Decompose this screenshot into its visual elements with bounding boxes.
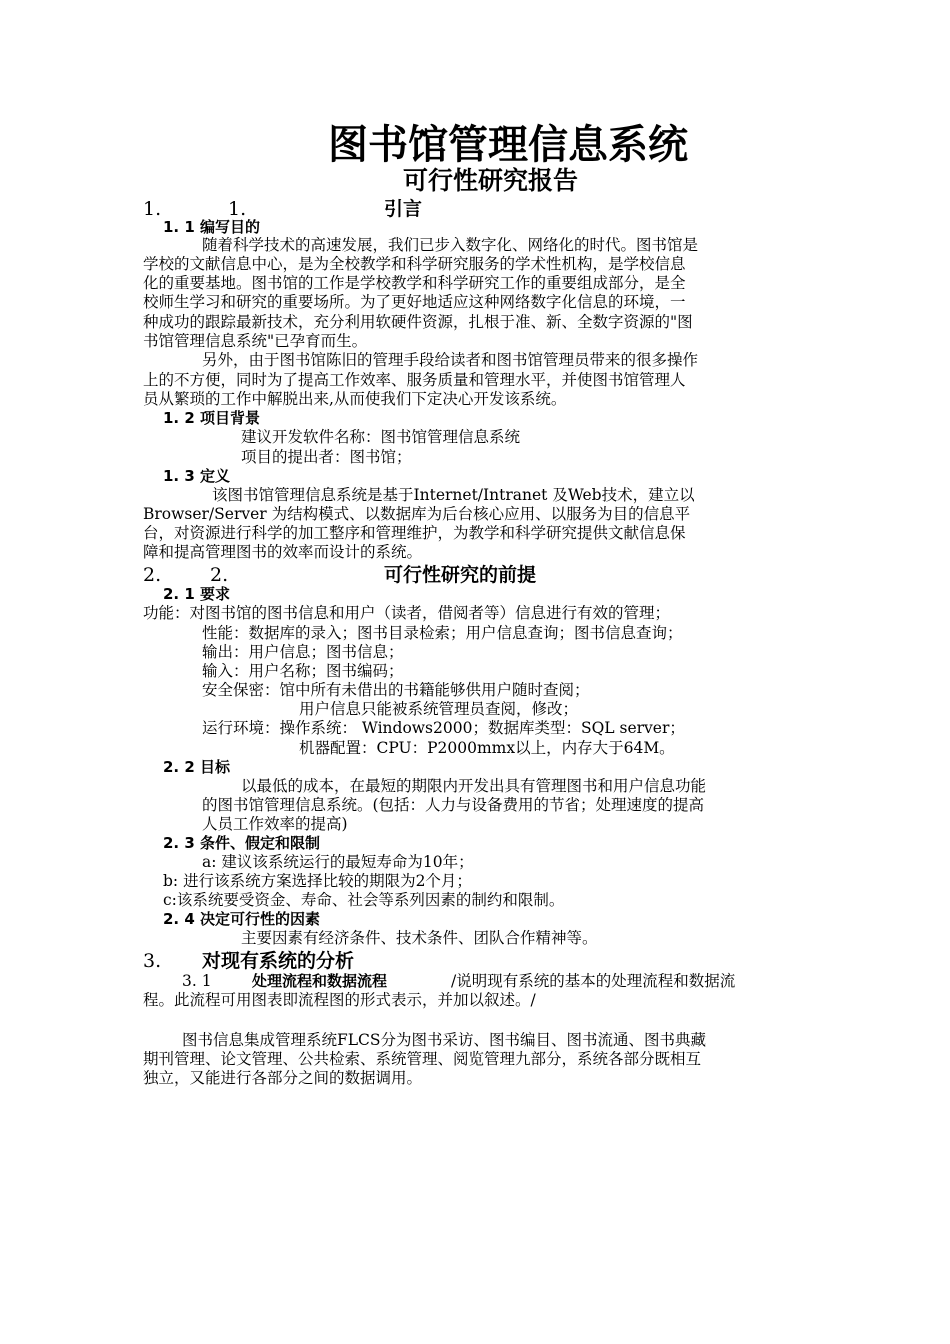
section-1-number-2: 1.: [228, 198, 247, 220]
section-2-number: 2.: [143, 564, 162, 586]
document-title: 图书馆管理信息系统: [328, 122, 688, 168]
requirement-line: 输入：用户名称；图书编码；: [202, 662, 404, 680]
paragraph-line: b: 进行该系统方案选择比较的期限为2个月；: [163, 872, 472, 890]
paragraph-line: 图书信息集成管理系统FLCS分为图书采访、图书编目、图书流通、图书典藏: [182, 1031, 707, 1049]
section-1-1-heading: 1. 1 编写目的: [163, 218, 261, 236]
paragraph-line: a: 建议该系统运行的最短寿命为10年；: [202, 853, 474, 871]
section-1-2-heading: 1. 2 项目背景: [163, 409, 261, 427]
section-1-number: 1.: [143, 198, 162, 220]
section-3-number: 3.: [143, 950, 162, 972]
section-1-3-heading: 1. 3 定义: [163, 467, 231, 485]
section-2-title: 可行性研究的前提: [384, 564, 537, 586]
paragraph-line: 期刊管理、论文管理、公共检索、系统管理、阅览管理九部分，系统各部分既相互: [143, 1050, 702, 1068]
paragraph-line: 书馆管理信息系统"已孕育而生。: [143, 332, 368, 350]
requirement-line: 功能：对图书馆的图书信息和用户（读者，借阅者等）信息进行有效的管理；: [143, 604, 671, 622]
section-2-1-heading: 2. 1 要求: [163, 585, 231, 603]
paragraph-line: 学校的文献信息中心，是为全校教学和科学研究服务的学术性机构，是学校信息: [143, 255, 686, 273]
document-subtitle: 可行性研究报告: [403, 166, 579, 195]
paragraph-line: 人员工作效率的提高): [202, 815, 348, 833]
requirement-line: 性能：数据库的录入；图书目录检索；用户信息查询；图书信息查询；: [202, 624, 683, 642]
paragraph-line: 员从繁琐的工作中解脱出来,从而使我们下定决心开发该系统。: [143, 390, 567, 408]
section-3-1-description: /说明现有系统的基本的处理流程和数据流: [451, 972, 736, 990]
paragraph-line: 校师生学习和研究的重要场所。为了更好地适应这种网络数字化信息的环境，一: [143, 293, 686, 311]
section-3-1-number: 3. 1: [182, 972, 212, 990]
section-2-4-heading: 2. 4 决定可行性的因素: [163, 910, 321, 928]
paragraph-line: 障和提高管理图书的效率而设计的系统。: [143, 543, 423, 561]
paragraph-line: 上的不方便，同时为了提高工作效率、服务质量和管理水平，并使图书馆管理人: [143, 371, 686, 389]
paragraph-line: 另外，由于图书馆陈旧的管理手段给读者和图书馆管理员带来的很多操作: [202, 351, 699, 369]
section-2-number-2: 2.: [210, 564, 229, 586]
section-2-2-heading: 2. 2 目标: [163, 758, 231, 776]
paragraph-line: Browser/Server 为结构模式、以数据库为后台核心应用、以服务为目的信息平: [143, 505, 691, 523]
requirement-line: 用户信息只能被系统管理员查阅，修改；: [299, 700, 579, 718]
paragraph-line: 以最低的成本，在最短的期限内开发出具有管理图书和用户信息功能: [241, 777, 707, 795]
paragraph-line: 该图书馆管理信息系统是基于Internet/Intranet 及Web技术，建立以: [212, 486, 695, 504]
section-2-3-heading: 2. 3 条件、假定和限制: [163, 834, 321, 852]
paragraph-line: 项目的提出者：图书馆；: [241, 448, 412, 466]
paragraph-line: 建议开发软件名称：图书馆管理信息系统: [241, 428, 521, 446]
section-1-title: 引言: [384, 198, 423, 220]
paragraph-line: 独立，又能进行各部分之间的数据调用。: [143, 1069, 423, 1087]
paragraph-line: 台，对资源进行科学的加工整序和管理维护，为教学和科学研究提供文献信息保: [143, 524, 686, 542]
paragraph-line: c:该系统要受资金、寿命、社会等系列因素的制约和限制。: [163, 891, 565, 909]
requirement-line: 运行环境：操作系统： Windows2000；数据库类型：SQL server；: [202, 719, 685, 737]
paragraph-line: 的图书馆管理信息系统。(包括：人力与设备费用的节省；处理速度的提高: [202, 796, 705, 814]
requirement-line: 输出：用户信息；图书信息；: [202, 643, 404, 661]
paragraph-line: 随着科学技术的高速发展，我们已步入数字化、网络化的时代。图书馆是: [202, 236, 699, 254]
paragraph-line: 种成功的跟踪最新技术，充分利用软硬件资源，扎根于准、新、全数字资源的"图: [143, 313, 693, 331]
paragraph-line: 主要因素有经济条件、技术条件、团队合作精神等。: [241, 929, 598, 947]
requirement-line: 安全保密：馆中所有未借出的书籍能够供用户随时查阅；: [202, 681, 590, 699]
section-3-1-title: 处理流程和数据流程: [252, 972, 388, 990]
requirement-line: 机器配置：CPU：P2000mmx以上，内存大于64M。: [299, 739, 675, 757]
paragraph-line: 程。此流程可用图表即流程图的形式表示，并加以叙述。/: [143, 991, 536, 1009]
section-3-title: 对现有系统的分析: [202, 950, 355, 972]
paragraph-line: 化的重要基地。图书馆的工作是学校教学和科学研究工作的重要组成部分，是全: [143, 274, 686, 292]
